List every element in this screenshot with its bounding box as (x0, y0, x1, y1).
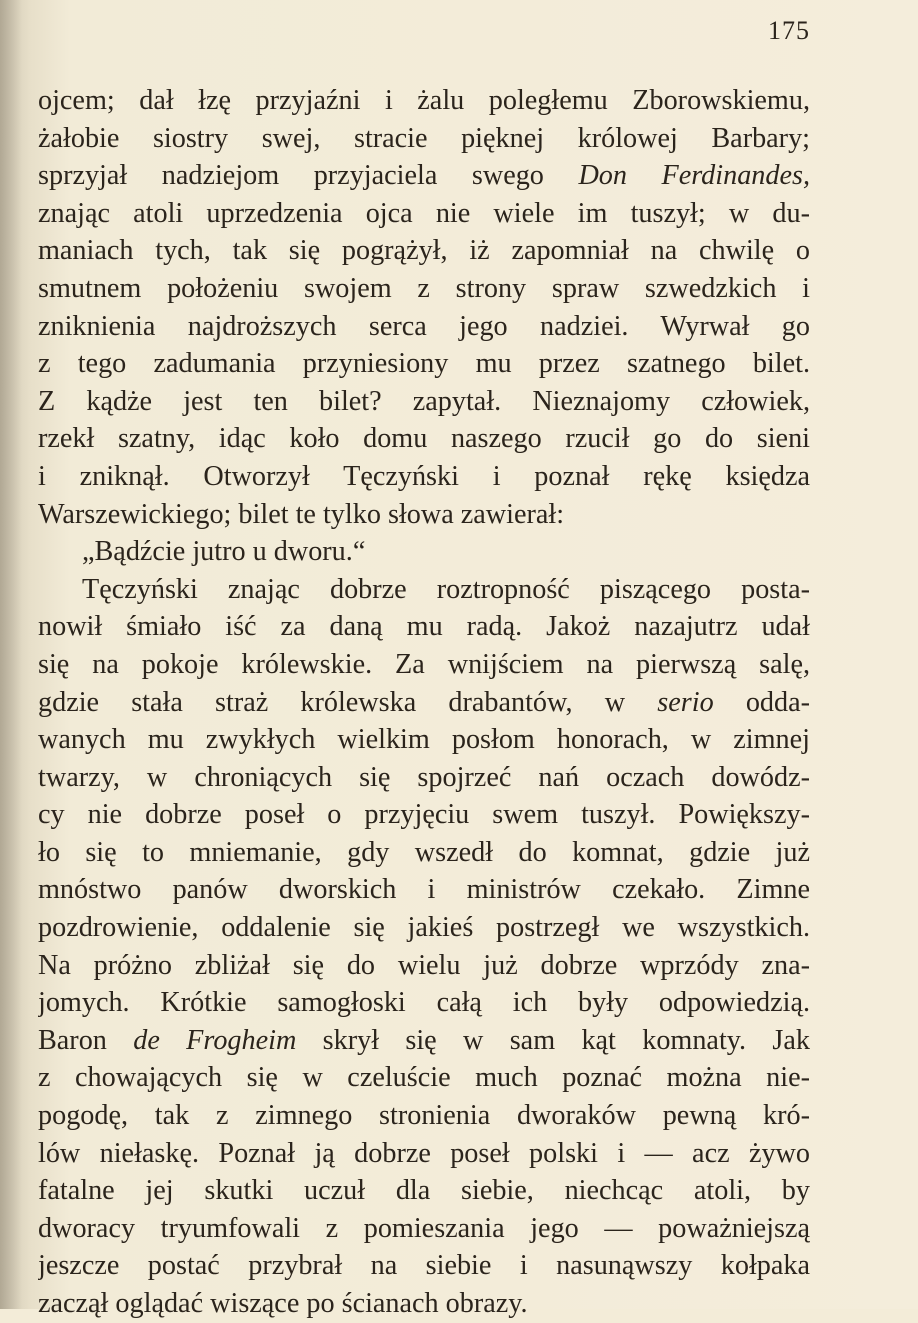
text-line: pogodę, tak z zimnego stronienia dworaków pewną kró- (38, 1100, 810, 1132)
text-line: cy nie dobrze poseł o przyjęciu swem tuszył. Powiększy- (38, 799, 810, 831)
text-line: nowił śmiało iść za daną mu radą. Jakoż nazajutrz udał (38, 611, 810, 643)
text-line: Tęczyński znając dobrze roztropność piszącego posta- (82, 573, 810, 605)
text-line-quote: „Bądźcie jutro u dworu.“ (82, 536, 366, 568)
text-line: ło się to mniemanie, gdy wszedł do komnat, gdzie już (38, 836, 810, 868)
text-line: sprzyjał nadziejom przyjaciela swego Don Ferdinandes, (38, 160, 810, 192)
text-line: z chowających się w czeluście much poznać można nie- (38, 1062, 810, 1094)
text-line: maniach tych, tak się pogrążył, iż zapomniał na chwilę o (38, 235, 810, 267)
text-line: z tego zadumania przyniesiony mu przez szatnego bilet. (38, 348, 810, 380)
text-line: i zniknął. Otworzył Tęczyński i poznał rękę księdza (38, 460, 810, 492)
text-line: pozdrowienie, oddalenie się jakieś postrzegł we wszystkich. (38, 912, 810, 944)
text-line: zniknienia najdroższych serca jego nadziei. Wyrwał go (38, 310, 810, 342)
text-line: Warszewickiego; bilet te tylko słowa zawierał: (38, 498, 565, 530)
text-line: zaczął oglądać wiszące po ścianach obrazy. (38, 1288, 528, 1319)
text-line: jomych. Krótkie samogłoski całą ich były odpowiedzią. (38, 987, 810, 1019)
body-text (38, 82, 810, 1323)
text-line: rzekł szatny, idąc koło domu naszego rzucił go do sieni (38, 423, 810, 455)
text-line: jeszcze postać przybrał na siebie i nasunąwszy kołpaka (38, 1250, 810, 1282)
text-line: twarzy, w chroniących się spojrzeć nań oczach dowódz- (38, 761, 810, 793)
text-line: lów niełaskę. Poznał ją dobrze poseł polski i — acz żywo (38, 1137, 810, 1169)
text-line: Na próżno zbliżał się do wielu już dobrze wprzódy zna- (38, 949, 810, 981)
text-line: wanych mu zwykłych wielkim posłom honorach, w zimnej (38, 724, 810, 756)
text-line: ojcem; dał łzę przyjaźni i żalu poległemu Zborowskiemu, (38, 85, 810, 116)
text-line: żałobie siostry swej, stracie pięknej królowej Barbary; (38, 122, 810, 154)
binding-shadow (0, 0, 22, 1309)
text-line: się na pokoje królewskie. Za wnijściem na pierwszą salę, (38, 648, 810, 680)
text-line: smutnem położeniu swojem z strony spraw szwedzkich i (38, 272, 810, 304)
text-line: Z kądże jest ten bilet? zapytał. Nieznajomy człowiek, (38, 385, 810, 417)
text-line: fatalne jej skutki uczuł dla siebie, niechcąc atoli, by (38, 1175, 810, 1207)
text-line: Baron de Frogheim skrył się w sam kąt komnaty. Jak (38, 1024, 810, 1056)
text-line: mnóstwo panów dworskich i ministrów czekało. Zimne (38, 874, 810, 906)
text-line: gdzie stała straż królewska drabantów, w serio odda- (38, 686, 810, 718)
page-number: 175 (768, 16, 810, 45)
text-line: dworacy tryumfowali z pomieszania jego — poważniejszą (38, 1212, 810, 1244)
text-line: znając atoli uprzedzenia ojca nie wiele im tuszył; w du- (38, 197, 810, 229)
